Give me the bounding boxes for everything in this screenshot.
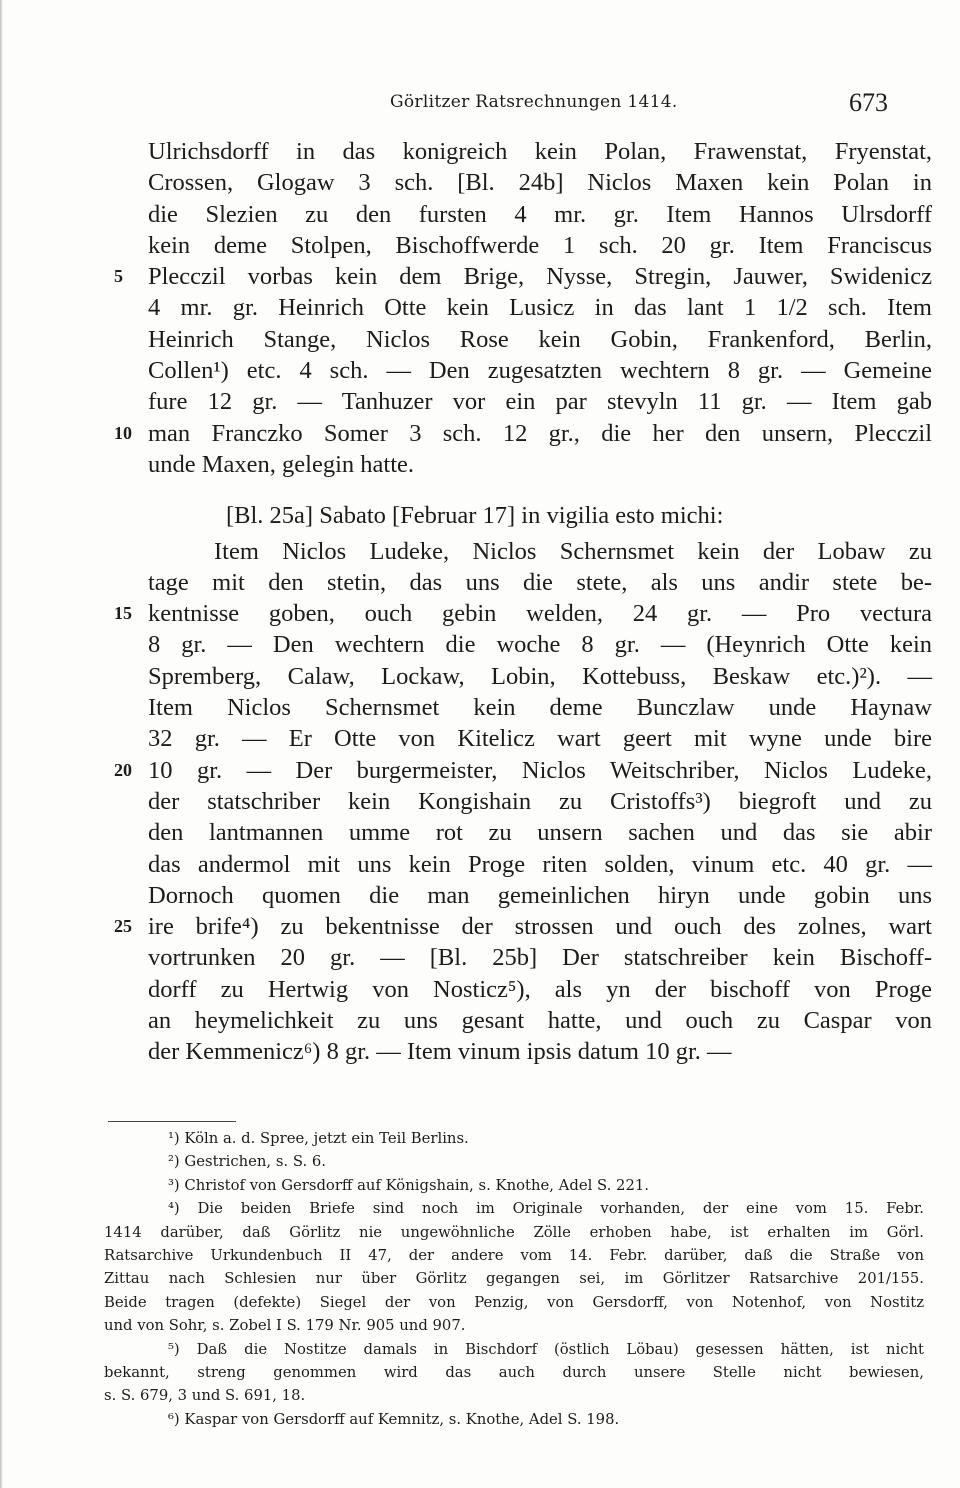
text-line <box>148 386 932 417</box>
text-line <box>148 629 932 660</box>
footnote-line: Zittau nach Schlesien nur über Görlitz gegangen sei, im Görlitzer Ratsarchive 201/155. <box>104 1270 924 1288</box>
text-line <box>148 1036 932 1067</box>
text-line <box>148 230 932 261</box>
line-text: Ulrichsdorff in das konigreich kein Polan, Frawenstat, Fryenstat, <box>148 138 932 165</box>
text-line <box>148 974 932 1005</box>
line-text: tage mit den stetin, das uns die stete, als uns andir stete be- <box>148 568 932 596</box>
line-number: 10 <box>114 422 132 443</box>
footnote-line: ⁴) Die beiden Briefe sind noch im Originale vorhanden, der eine vom 15. Febr. <box>168 1200 924 1218</box>
text-line <box>148 199 932 230</box>
line-text: unde Maxen, gelegin hatte. <box>148 450 415 478</box>
line-text: fure 12 gr. — Tanhuzer vor ein par stevyln 11 gr. — Item gab <box>148 388 932 416</box>
text-line <box>148 880 932 911</box>
text-line <box>148 786 932 817</box>
text-line <box>148 692 932 723</box>
line-text: Dornoch quomen die man gemeinlichen hiryn unde gobin uns <box>148 881 932 909</box>
text-line <box>114 598 932 629</box>
text-block-1 <box>114 136 932 480</box>
footnote-line: s. S. 679, 3 und S. 691, 18. <box>104 1387 306 1405</box>
text-line <box>114 755 932 786</box>
text-line <box>148 661 932 692</box>
main-text <box>114 136 932 1068</box>
line-text: das andermol mit uns kein Proge riten solden, vinum etc. 40 gr. — <box>148 850 932 878</box>
line-text: Item Niclos Ludeke, Niclos Schernsmet kein der Lobaw zu <box>214 537 932 565</box>
line-number: 20 <box>114 759 132 780</box>
line-text: Collen¹) etc. 4 sch. — Den zugesatzten wechtern 8 gr. — Gemeine <box>148 357 932 385</box>
line-text: die Slezien zu den fursten 4 mr. gr. Item Hannos Ulrsdorff <box>148 200 932 228</box>
text-line <box>148 449 932 480</box>
line-text: 32 gr. — Er Otte von Kitelicz wart geert mit wyne unde bire <box>148 725 932 753</box>
text-line <box>148 849 932 880</box>
footnote-line: und von Sohr, s. Zobel I S. 179 Nr. 905 und 907. <box>104 1317 466 1335</box>
line-number: 25 <box>114 916 132 937</box>
text-line <box>148 136 932 167</box>
footnotes <box>104 1127 924 1431</box>
text-line <box>114 261 932 292</box>
line-text: vortrunken 20 gr. — [Bl. 25b] Der statschreiber kein Bischoff- <box>148 944 932 972</box>
text-line <box>148 817 932 848</box>
text-line <box>148 292 932 323</box>
text-line <box>114 418 932 449</box>
line-text: kein deme Stolpen, Bischoffwerde 1 sch. 20 gr. Item Franciscus <box>148 231 932 259</box>
footnote-line: Ratsarchive Urkundenbuch II 47, der andere vom 14. Febr. darüber, daß die Straße von <box>104 1246 924 1264</box>
line-number: 5 <box>114 266 123 287</box>
text-line <box>148 167 932 198</box>
footnote-rule <box>108 1121 236 1122</box>
running-title: Görlitzer Ratsrechnungen 1414. <box>390 92 678 112</box>
line-text: der Kemmenicz⁶) 8 gr. — Item vinum ipsis datum 10 gr. — <box>148 1038 732 1066</box>
page-edge <box>0 0 3 1488</box>
line-text: Heinrich Stange, Niclos Rose kein Gobin, Frankenford, Berlin, <box>148 325 932 353</box>
text-line <box>148 324 932 355</box>
line-number: 15 <box>114 603 132 624</box>
footnote-line: Beide tragen (defekte) Siegel der von Penzig, von Gersdorff, von Notenhof, von Nostitz <box>104 1293 924 1311</box>
line-text: den lantmannen umme rot zu unsern sachen und das sie abir <box>148 819 932 847</box>
page-number: 673 <box>849 88 888 117</box>
page-header <box>0 88 960 122</box>
text-line <box>148 355 932 386</box>
footnote-line: ²) Gestrichen, s. S. 6. <box>168 1153 326 1171</box>
text-line <box>148 1005 932 1036</box>
text-block-2 <box>114 536 932 1068</box>
text-line <box>114 911 932 942</box>
footnote-line: ⁶) Kaspar von Gersdorff auf Kemnitz, s. Knothe, Adel S. 198. <box>168 1410 620 1428</box>
line-text: Crossen, Glogaw 3 sch. [Bl. 24b] Niclos Maxen kein Polan in <box>148 169 932 197</box>
line-text: ire brife⁴) zu bekentnisse der strossen und ouch des zolnes, wart <box>148 913 932 941</box>
footnote-line: ³) Christof von Gersdorff auf Königshain, s. Knothe, Adel S. 221. <box>168 1176 649 1194</box>
text-line <box>148 567 932 598</box>
line-text: 8 gr. — Den wechtern die woche 8 gr. — (Heynrich Otte kein <box>148 631 932 659</box>
line-text: dorff zu Hertwig von Nosticz⁵), als yn der bischoff von Proge <box>148 975 932 1003</box>
text-line <box>148 723 932 754</box>
footnote-line: ⁵) Daß die Nostitze damals in Bischdorf (östlich Löbau) gesessen hätten, ist nicht <box>168 1340 924 1358</box>
text-line <box>148 536 932 567</box>
line-text: Item Niclos Schernsmet kein deme Bunczlaw unde Haynaw <box>148 694 932 722</box>
footnote-line: 1414 darüber, daß Görlitz nie ungewöhnliche Zölle erhoben habe, ist erhalten im Görl. <box>104 1223 924 1241</box>
line-text: an heymelichkeit zu uns gesant hatte, und ouch zu Caspar von <box>148 1007 932 1035</box>
section-heading: [Bl. 25a] Sabato [Februar 17] in vigilia esto michi: <box>226 502 724 530</box>
line-text: 4 mr. gr. Heinrich Otte kein Lusicz in das lant 1 1/2 sch. Item <box>148 294 932 322</box>
line-text: kentnisse goben, ouch gebin welden, 24 gr. — Pro vectura <box>148 600 932 628</box>
footnote-line: bekannt, streng genommen wird das auch durch unsere Stelle nicht bewiesen, <box>104 1363 924 1381</box>
line-text: Plecczil vorbas kein dem Brige, Nysse, Stregin, Jauwer, Swidenicz <box>148 263 932 291</box>
line-text: der statschriber kein Kongishain zu Cristoffs³) biegroft und zu <box>148 787 932 815</box>
footnote-line: ¹) Köln a. d. Spree, jetzt ein Teil Berlins. <box>168 1130 469 1147</box>
text-line <box>148 942 932 973</box>
line-text: 10 gr. — Der burgermeister, Niclos Weitschriber, Niclos Ludeke, <box>148 756 932 784</box>
line-text: man Franczko Somer 3 sch. 12 gr., die her den unsern, Plecczil <box>148 419 932 447</box>
line-text: Spremberg, Calaw, Lockaw, Lobin, Kottebuss, Beskaw etc.)²). — <box>148 662 932 690</box>
